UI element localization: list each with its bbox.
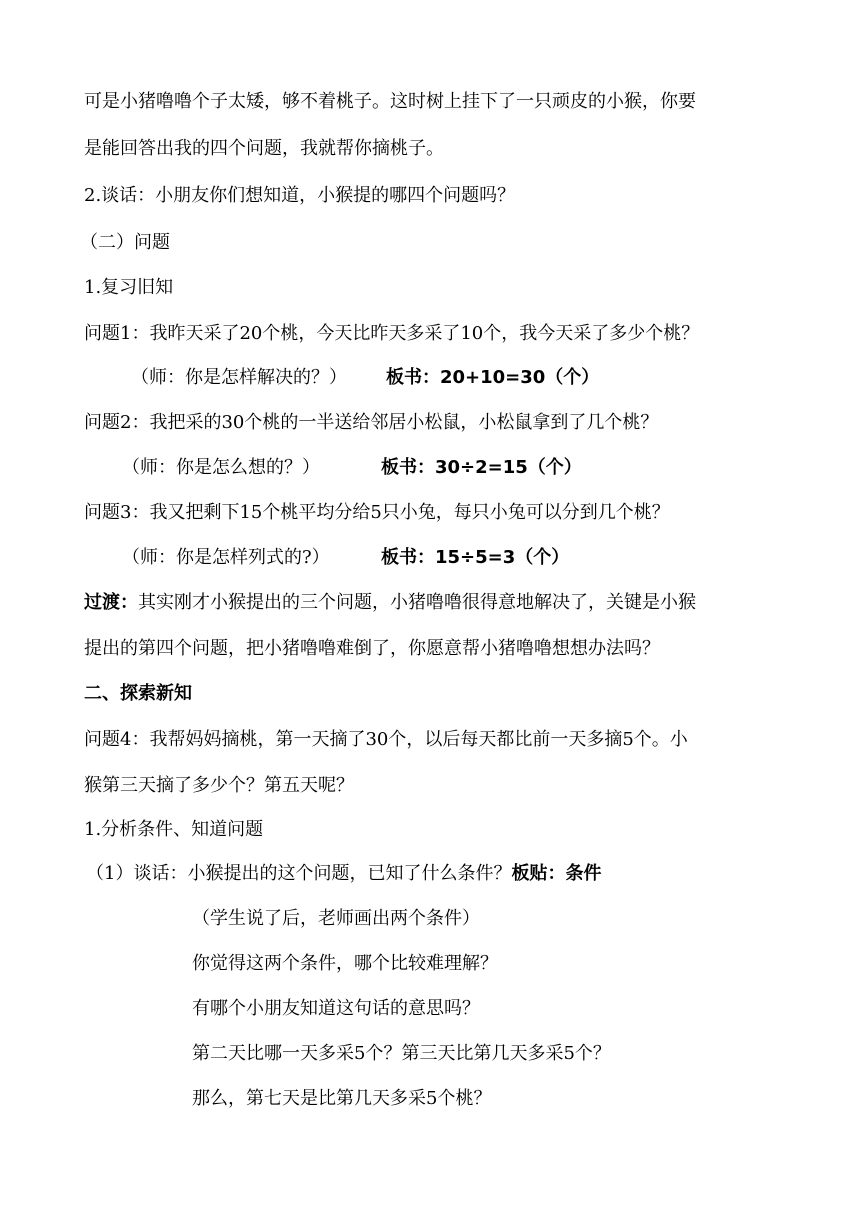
question-3: 问题3：我又把剩下15个桃平均分给5只小兔，每只小兔可以分到几个桃？ (84, 502, 670, 523)
question-1: 问题1：我昨天采了20个桃，今天比昨天多采了10个，我今天采了多少个桃？ (84, 323, 700, 344)
question-4-line-2: 猴第三天摘了多少个？第五天呢？ (84, 775, 354, 796)
paragraph-line-1: 可是小猪噜噜个子太矮，够不着桃子。这时树上挂下了一只顽皮的小猴，你要 (84, 91, 696, 112)
teacher-note-1: （师：你是怎样解决的？） (131, 367, 347, 388)
board-writing-3: 板书：15÷5=3（个） (381, 547, 570, 568)
teacher-note-3: （师：你是怎样列式的?） (122, 547, 330, 568)
board-paste-conditions: 板贴：条件 (511, 863, 602, 884)
section-heading-explore: 二、探索新知 (84, 683, 192, 704)
prompt-line-1: 你觉得这两个条件，哪个比较难理解？ (192, 953, 498, 974)
board-writing-1: 板书：20+10=30（个） (386, 367, 600, 388)
subheading-analyze: 1.分析条件、知道问题 (84, 819, 264, 840)
teacher-note-2: （师：你是怎么想的？） (122, 457, 320, 478)
board-writing-2: 板书：30÷2=15（个） (381, 457, 582, 478)
transition-line-1 (84, 591, 696, 615)
prompt-line-2: 有哪个小朋友知道这句话的意思吗？ (192, 998, 480, 1019)
student-note: （学生说了后，老师画出两个条件） (192, 908, 480, 929)
question-2: 问题2：我把采的30个桃的一半送给邻居小松鼠，小松鼠拿到了几个桃？ (84, 412, 659, 433)
transition-text: 其实刚才小猴提出的三个问题，小猪噜噜很得意地解决了，关键是小猴 (138, 592, 696, 613)
paragraph-line-2: 是能回答出我的四个问题，我就帮你摘桃子。 (84, 138, 444, 159)
section-heading-problems: （二）问题 (80, 232, 170, 253)
prompt-line-3: 第二天比哪一天多采5个？第三天比第几天多采5个？ (192, 1043, 611, 1064)
subheading-review: 1.复习旧知 (84, 277, 174, 298)
talk-conditions-line (86, 862, 601, 886)
talk-line: 2.谈话：小朋友你们想知道，小猴提的哪四个问题吗？ (84, 185, 516, 206)
transition-line-2: 提出的第四个问题，把小猪噜噜难倒了，你愿意帮小猪噜噜想想办法吗？ (84, 638, 660, 659)
question-4-line-1: 问题4：我帮妈妈摘桃，第一天摘了30个，以后每天都比前一天多摘5个。小 (84, 729, 688, 750)
talk-conditions-text: （1）谈话：小猴提出的这个问题，已知了什么条件？ (86, 863, 512, 884)
transition-label: 过渡： (84, 592, 138, 613)
prompt-line-4: 那么，第七天是比第几天多采5个桃？ (192, 1088, 492, 1109)
